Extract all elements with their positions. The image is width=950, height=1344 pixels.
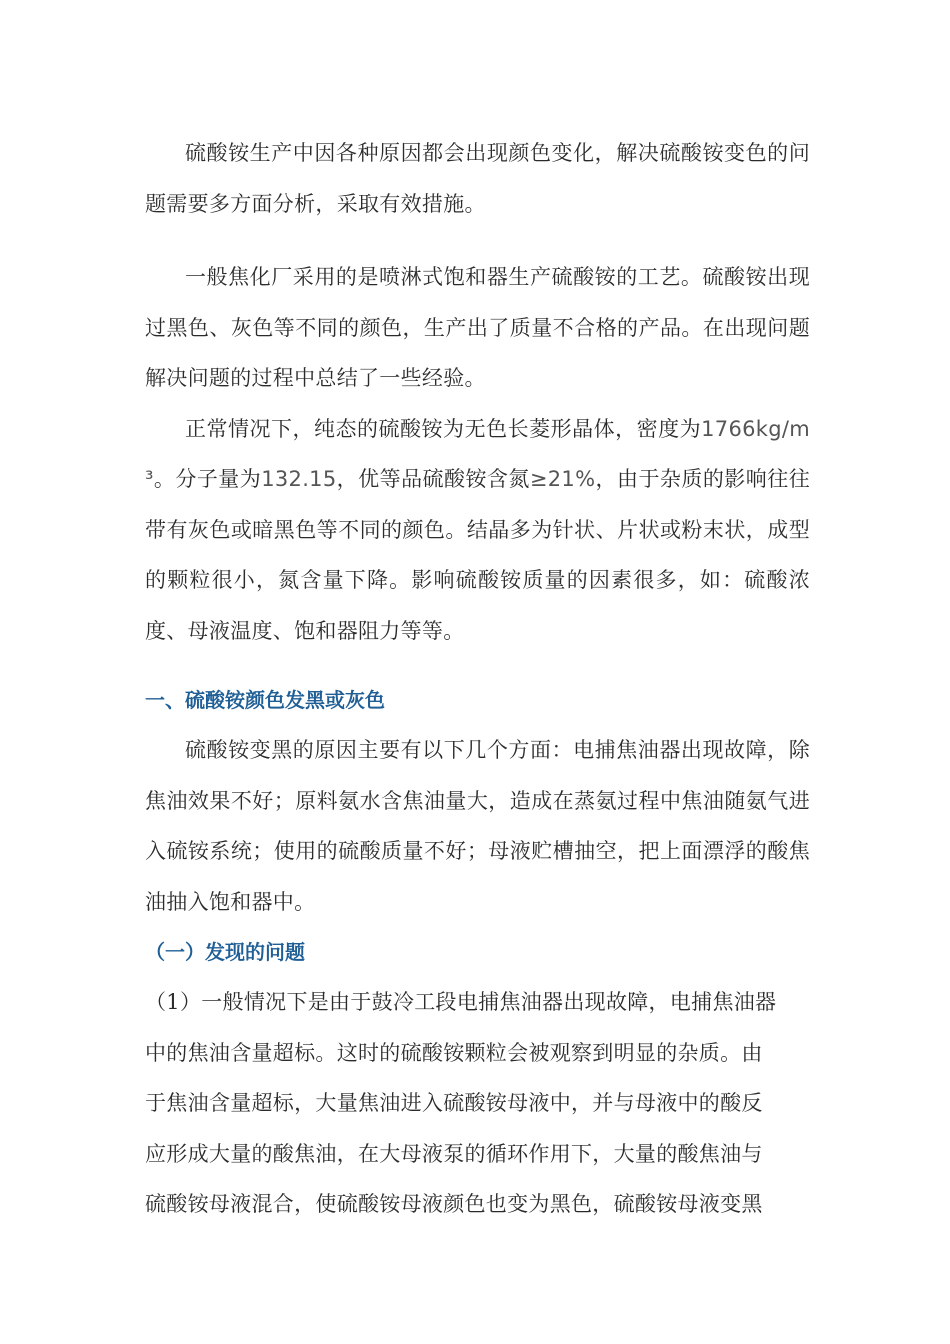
document-body [145, 128, 810, 1230]
problem-line-5: 硫酸铵母液混合，使硫酸铵母液颜色也变为黑色，硫酸铵母液变黑 [145, 1192, 763, 1216]
paragraph-properties [145, 404, 810, 657]
properties-text-a: 正常情况下，纯态的硫酸铵为无色长菱形晶体，密度为 [185, 416, 702, 441]
paragraph-intro: 硫酸铵生产中因各种原因都会出现颜色变化，解决硫酸铵变色的问题需要多方面分析，采取有效措施。 [145, 141, 810, 216]
properties-text-b: 。分子量为 [153, 467, 262, 491]
problem-line-4: 应形成大量的酸焦油，在大母液泵的循环作用下，大量的酸焦油与 [145, 1141, 763, 1166]
density-value: 1766kg/m³ [145, 416, 810, 491]
section-heading-1: 一、硫酸铵颜色发黑或灰色 [145, 688, 385, 712]
molecular-weight-value: 132.15 [261, 467, 337, 491]
problem-line-2: 中的焦油含量超标。这时的硫酸铵颗粒会被观察到明显的杂质。由 [145, 1040, 763, 1065]
subsection-heading-1: （一）发现的问题 [145, 940, 305, 964]
nitrogen-content-value: ≥21% [529, 467, 596, 491]
paragraph-causes: 硫酸铵变黑的原因主要有以下几个方面：电捕焦油器出现故障，除焦油效果不好；原料氨水含焦油量大，造成在蒸氨过程中焦油随氨气进入硫铵系统；使用的硫酸质量不好；母液贮槽抽空，把上面漂浮的酸焦油抽入饱和器中。 [145, 738, 810, 914]
paragraph-process: 一般焦化厂采用的是喷淋式饱和器生产硫酸铵的工艺。硫酸铵出现过黑色、灰色等不同的颜色，生产出了质量不合格的产品。在出现问题解决问题的过程中总结了一些经验。 [145, 265, 810, 390]
properties-text-d: ，由于杂质的影响往往带有灰色或暗黑色等不同的颜色。结晶多为针状、片状或粉末状，成型的颗粒很小，氮含量下降。影响硫酸铵质量的因素很多，如：硫酸浓度、母液温度、饱和器阻力等等。 [145, 467, 811, 643]
properties-text-c: ，优等品硫酸铵含氮 [336, 467, 530, 491]
paragraph-problem-1 [145, 977, 810, 1230]
problem-line-1: （1）一般情况下是由于鼓冷工段电捕焦油器出现故障，电捕焦油器 [145, 990, 777, 1014]
problem-line-3: 于焦油含量超标，大量焦油进入硫酸铵母液中，并与母液中的酸反 [145, 1091, 763, 1115]
